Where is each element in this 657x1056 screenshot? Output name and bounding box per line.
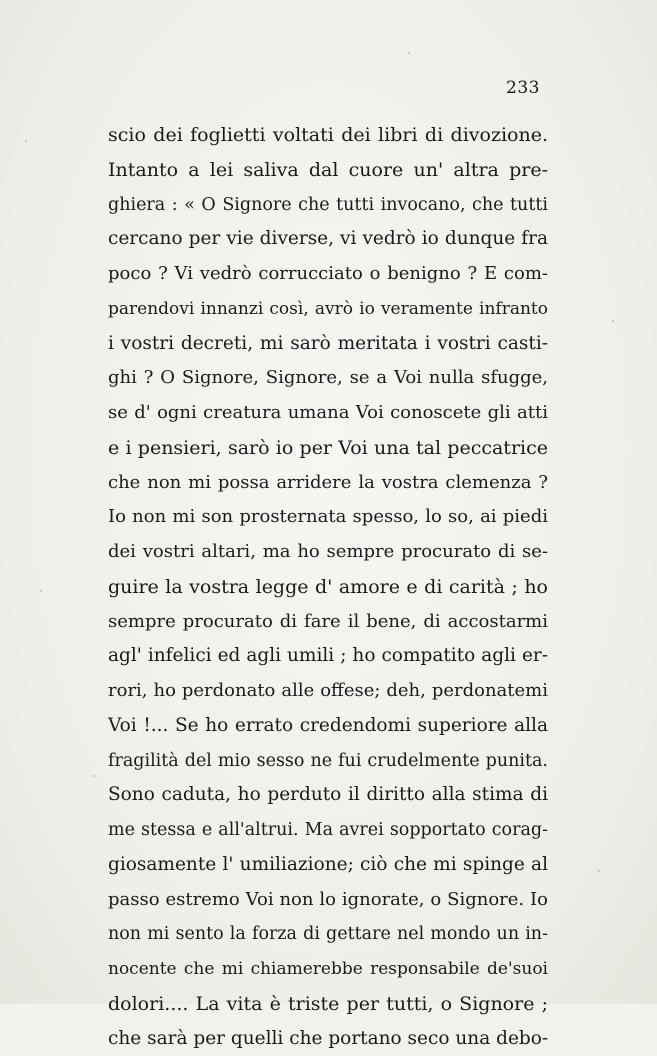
text-line: e i pensieri, sarò io per Voi una tal peccatrice (108, 431, 548, 466)
text-line: sempre procurato di fare il bene, di accostarmi (108, 605, 548, 640)
text-line: non mi sento la forza di gettare nel mondo un in- (108, 917, 548, 952)
paper-speck (93, 775, 95, 777)
text-line: fragilità del mio sesso ne fui crudelmente punita. (108, 744, 548, 779)
text-line: Io non mi son prosternata spesso, lo so, ai piedi (108, 500, 548, 535)
text-line: giosamente l' umiliazione; ciò che mi spinge al (108, 848, 548, 883)
text-line: Sono caduta, ho perduto il diritto alla stima di (108, 778, 548, 813)
text-line: dei vostri altari, ma ho sempre procurato di se- (108, 535, 548, 570)
text-line: Intanto a lei saliva dal cuore un' altra pre- (108, 153, 548, 188)
text-line: poco ? Vi vedrò corrucciato o benigno ? E com- (108, 257, 548, 292)
text-line: Voi !... Se ho errato credendomi superiore alla (108, 709, 548, 744)
paper-speck (408, 52, 410, 54)
paper-speck (598, 870, 600, 872)
text-line: parendovi innanzi così, avrò io veramente infranto (108, 292, 548, 327)
text-line: cercano per vie diverse, vi vedrò io dunque fra (108, 222, 548, 257)
text-line: me stessa e all'altrui. Ma avrei sopportato corag- (108, 813, 548, 848)
text-line: passo estremo Voi non lo ignorate, o Signore. Io (108, 883, 548, 918)
text-line: nocente che mi chiamerebbe responsabile de'suoi (108, 952, 548, 987)
paper-speck (40, 590, 42, 592)
text-line: che sarà per quelli che portano seco una debo- (108, 1022, 548, 1056)
paper-speck (25, 140, 27, 142)
text-line: se d' ogni creatura umana Voi conoscete gli atti (108, 396, 548, 431)
text-line: guire la vostra legge d' amore e di carità ; ho (108, 570, 548, 605)
text-line: ghiera : « O Signore che tutti invocano, che tutti (108, 188, 548, 223)
text-line: i vostri decreti, mi sarò meritata i vostri casti- (108, 327, 548, 362)
body-text (108, 118, 548, 1056)
text-line: che non mi possa arridere la vostra clemenza ? (108, 466, 548, 501)
paper-speck (612, 320, 614, 322)
text-line: agl' infelici ed agli umili ; ho compatito agli er- (108, 639, 548, 674)
text-line: rori, ho perdonato alle offese; deh, perdonatemi (108, 674, 548, 709)
page-number: 233 (506, 78, 540, 98)
text-line: dolori.... La vita è triste per tutti, o Signore ; (108, 987, 548, 1022)
text-line: ghi ? O Signore, Signore, se a Voi nulla sfugge, (108, 361, 548, 396)
text-line: scio dei foglietti voltati dei libri di divozione. (108, 118, 548, 153)
